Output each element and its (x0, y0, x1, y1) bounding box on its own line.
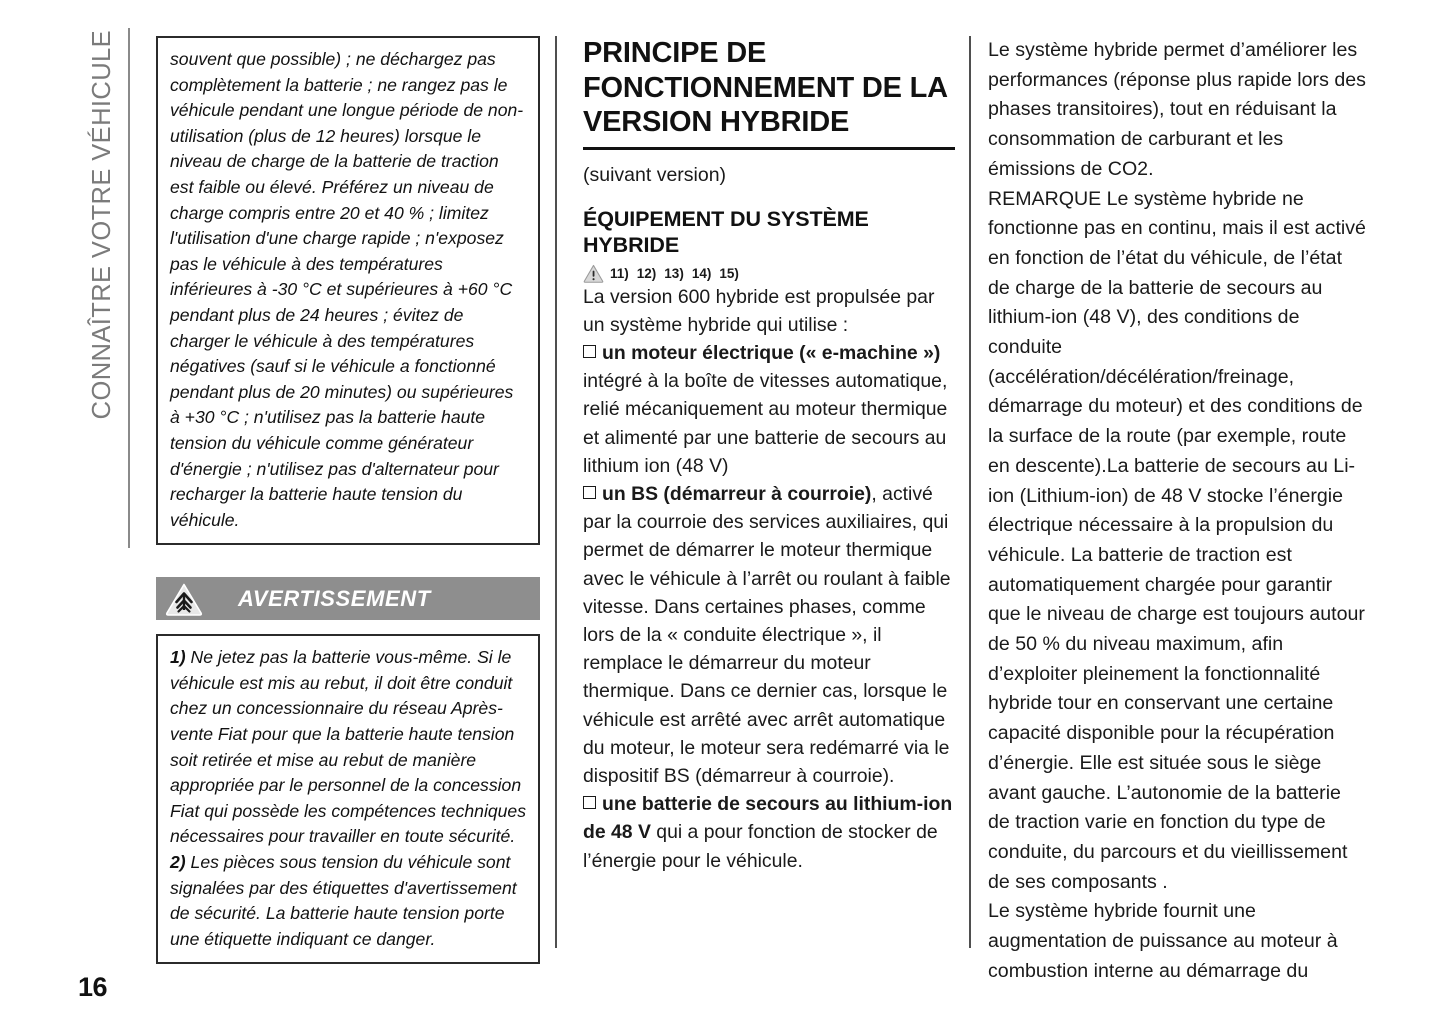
warning-references (583, 264, 955, 283)
hybrid-bullet-1-rest: intégré à la boîte de vitesses automatique, relié mécaniquement au moteur thermique et alimenté par une batterie de secours au lithium ion (48 V) (583, 370, 948, 477)
warning-ref-12: 12) (636, 265, 657, 281)
hybrid-bullet-3-bold: une batterie de secours au lithium-ion de 48 V (583, 793, 953, 844)
right-column (988, 36, 1368, 987)
warning-triangle-icon (583, 264, 604, 283)
section-title-rule (583, 147, 955, 150)
page-number: 16 (78, 972, 108, 1002)
column-divider-2 (969, 36, 971, 948)
chapter-tab-label: CONNAÎTRE VOTRE VÉHICULE (87, 30, 116, 420)
warning-note-1-number: 1) (170, 647, 186, 668)
warning-note-1 (170, 645, 526, 850)
continuation-note-text: souvent que possible) ; ne déchargez pas complètement la batterie ; ne rangez pas le véhicule pendant une longue période de non-utilisation (plus de 12 heures) lorsque le niveau de charge de la batterie de traction est faible ou élevé. Préférez un niveau de charge compris entre 20 et 40 % ; limitez l'utilisation d'une charge rapide ; n'exposez pas le véhicule à des températures inférieures à -30 °C et supérieures à +60 °C pendant plus de 24 heures ; évitez de charger le véhicule à des températures négatives (sauf si le véhicule a fonctionné pendant plus de 20 minutes) ou supérieures à +30 °C ; n'utilisez pas la batterie haute tension du véhicule comme générateur d'énergie ; n'utilisez pas d'alternateur pour recharger la batterie haute tension du véhicule. (170, 49, 524, 530)
square-bullet-icon (583, 486, 596, 499)
hybrid-bullet-2-rest: , activé par la courroie des services auxiliaires, qui permet de démarrer le moteur thermique avec le véhicule à l’arrêt ou roulant à faible vitesse. Dans certaines phases, comme lors de la « conduite électrique », il remplace le démarreur du moteur thermique. Dans ce dernier cas, lorsque le véhicule est arrêté avec arrêt automatique du moteur, le moteur sera redémarré via le dispositif BS (démarreur à courroie). (583, 482, 951, 787)
warning-ref-14: 14) (691, 265, 712, 281)
section-title: PRINCIPE DE FONCTIONNEMENT DE LA VERSION HYBRIDE (583, 37, 947, 138)
hybrid-bullet-2 (583, 480, 955, 790)
warning-note-2-number: 2) (170, 852, 186, 873)
hybrid-bullet-2-bold: un BS (démarreur à courroie) (602, 482, 872, 505)
version-note: (suivant version) (583, 163, 727, 186)
warning-note-2 (170, 850, 526, 952)
warning-ref-11: 11) (610, 265, 629, 281)
warning-notes-box (156, 634, 540, 964)
hybrid-bullet-1 (583, 339, 955, 480)
middle-column (583, 36, 955, 875)
hybrid-bullet-3-rest: qui a pour fonction de stocker de l’énergie pour le véhicule. (583, 821, 938, 872)
warning-note-2-text: Les pièces sous tension du véhicule sont signalées par des étiquettes d'avertissement de sécurité. La batterie haute tension porte une étiquette indiquant ce danger. (170, 852, 517, 949)
warning-ref-15: 15) (719, 265, 739, 281)
right-paragraph-1: Le système hybride permet d’améliorer les performances (réponse plus rapide lors des phases transitoires), tout en réduisant la consommation de carburant et les émissions de CO2. (988, 39, 1366, 180)
warning-note-1-text: Ne jetez pas la batterie vous-même. Si le véhicule est mis au rebut, il doit être conduit chez un concessionnaire du réseau Après-vente Fiat pour que la batterie haute tension soit retirée et mise au rebut de manière appropriée par le personnel de la concession Fiat qui possède les compétences techniques nécessaires pour travailler en toute sécurité. (170, 647, 526, 847)
warning-banner (156, 577, 540, 620)
right-paragraph-3: Le système hybride fournit une augmentation de puissance au moteur à combustion interne au démarrage du (988, 900, 1338, 982)
hybrid-bullet-1-bold: un moteur électrique (« e-machine ») (602, 341, 941, 364)
hybrid-intro-paragraph: La version 600 hybride est propulsée par un système hybride qui utilise : (583, 285, 935, 336)
square-bullet-icon (583, 345, 596, 358)
chapter-tab-rule (128, 28, 130, 548)
high-voltage-triangle-icon (164, 582, 204, 616)
left-column (156, 36, 540, 964)
warning-ref-13: 13) (664, 265, 684, 281)
continuation-note-box (156, 36, 540, 545)
warning-banner-label: AVERTISSEMENT (238, 585, 431, 611)
sub-section-title: ÉQUIPEMENT DU SYSTÈME HYBRIDE (583, 206, 869, 257)
chapter-tab (78, 28, 130, 548)
square-bullet-icon (583, 796, 596, 809)
spacer (156, 620, 540, 634)
right-paragraph-2: REMARQUE Le système hybride ne fonctionne pas en continu, mais il est activé en fonction de l’état du véhicule, de l’état de charge de la batterie de secours au lithium-ion (48 V), des conditions de conduite (accélération/décélération/freinage, démarrage du moteur) et des conditions de la surface de la route (par exemple, route en descente).La batterie de secours au Li-ion (Lithium-ion) de 48 V stocke l’énergie électrique nécessaire à la propulsion du véhicule. La batterie de traction est automatiquement chargée pour garantir que le niveau de charge est toujours autour de 50 % du niveau maximum, afin d’exploiter pleinement la fonctionnalité hybride tour en conservant une certaine capacité disponible pour la récupération d’énergie. Elle est située sous le siège avant gauche. L’autonomie de la batterie de traction varie en fonction du type de conduite, du parcours et du vieillissement de ses composants . (988, 187, 1366, 893)
hybrid-bullet-3 (583, 790, 955, 875)
column-divider-1 (555, 36, 557, 948)
